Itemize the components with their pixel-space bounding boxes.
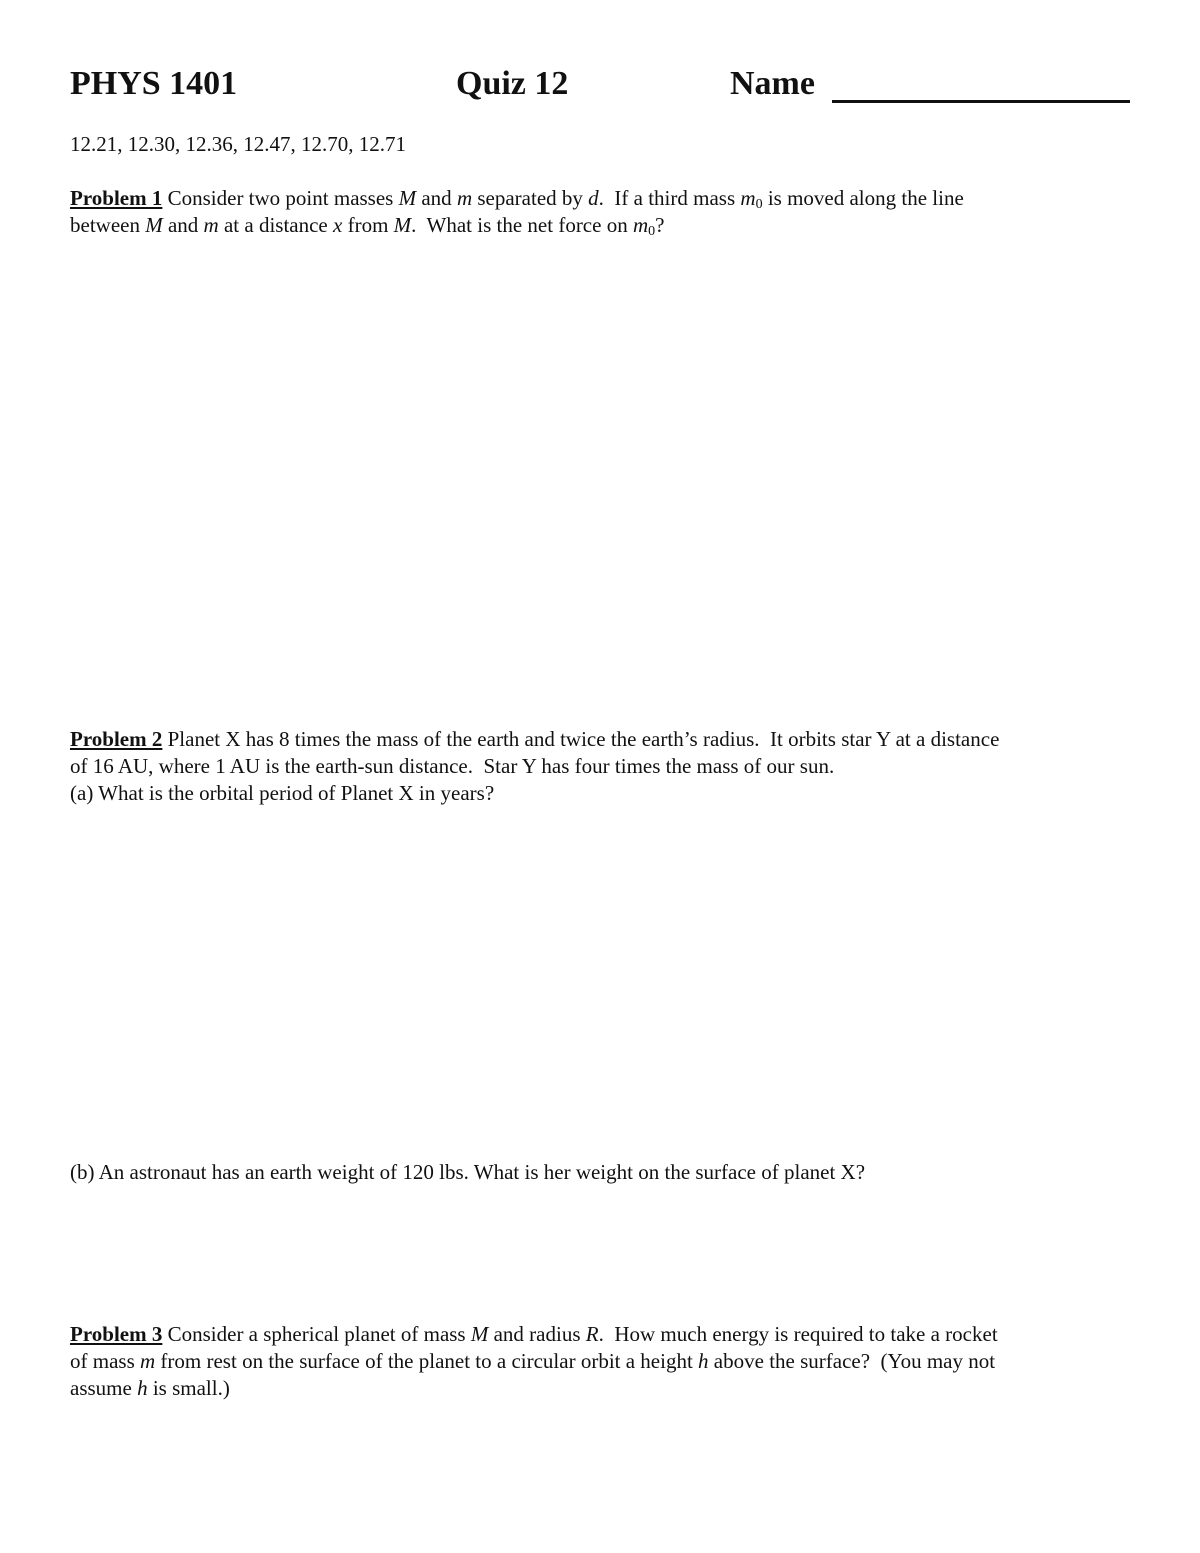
quiz-title: Quiz 12 (456, 65, 569, 102)
name-blank-line (832, 100, 1130, 103)
problem-1-label: Problem 1 (70, 186, 163, 210)
problem-2-label: Problem 2 (70, 727, 163, 751)
name-label: Name (730, 65, 815, 102)
problem-2a: (a) What is the orbital period of Planet X in years? (70, 781, 495, 805)
problem-2: Problem 2 Planet X has 8 times the mass of the earth and twice the earth’s radius. It orbits star Y at a distance of 16 AU, where 1 AU is the earth-sun distance. Star Y has four times the mass of our sun. (a) What is the orbital period of Planet X in years? (70, 726, 1130, 807)
problem-1: Problem 1 Consider two point masses M and m separated by d. If a third mass $m_0$ is moved along the line between M and m at a distance x from M. What is the net force on $m_0$? (70, 186, 964, 239)
quiz-header (70, 62, 1130, 106)
assigned-problems: 12.21, 12.30, 12.36, 12.47, 12.70, 12.71 (70, 132, 406, 156)
problem-3-label: Problem 3 (70, 1322, 163, 1346)
problem-3: Problem 3 Consider a spherical planet of mass M and radius R. How much energy is required to take a rocket of mass m from rest on the surface of the planet to a circular orbit a height h above the surface? (You may not assume h is small.) (70, 1322, 998, 1400)
problem-2b: (b) An astronaut has an earth weight of 120 lbs. What is her weight on the surface of planet X? (70, 1160, 866, 1184)
course-title: PHYS 1401 (70, 65, 238, 102)
